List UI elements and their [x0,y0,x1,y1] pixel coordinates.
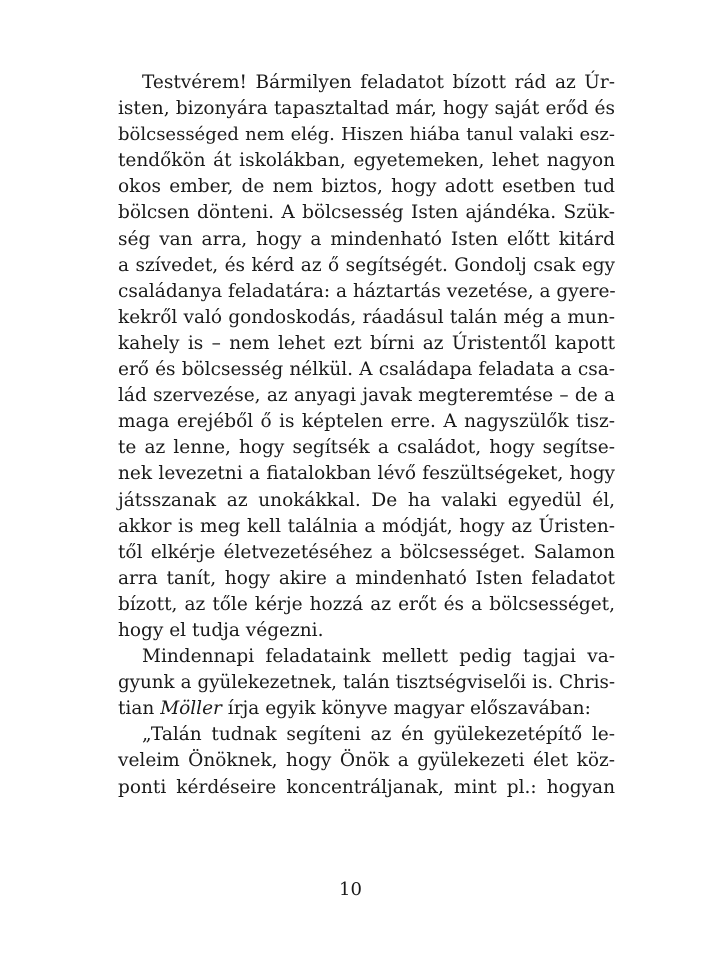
text-line: maga erejéből ő is képtelen erre. A nagyszülők tisz- [118,411,615,433]
text-line: bölcsességed nem elég. Hiszen hiába tanul valaki esz- [118,124,615,146]
text-line: családanya feladatára: a háztartás vezetése, a gyere- [118,280,616,302]
text-segment: tian [118,698,161,720]
text-line: bízott, az tőle kérje hozzá az erőt és a bölcsességet, [118,593,615,615]
text-line: lád szervezése, az anyagi javak megteremtése – de a [118,385,615,407]
text-line: okos ember, de nem biztos, hogy adott esetben tud [118,176,615,198]
text-line: Testvérem! Bármilyen feladatot bízott rád az Úr- [142,72,615,93]
text-line: ség van arra, hogy a mindenható Isten előtt kitárd [118,228,615,250]
text-line: bölcsen dönteni. A bölcsesség Isten ajándéka. Szük- [118,202,615,224]
text-line: től elkérje életvezetéséhez a bölcsességet. Salamon [118,541,615,563]
text-line: Mindennapi feladataink mellett pedig tagjai va- [142,646,615,668]
text-line: a szívedet, és kérd az ő segítségét. Gondolj csak egy [118,254,615,276]
text-line: akkor is meg kell találnia a módját, hogy az Úristen- [118,515,615,537]
body-text [118,70,615,801]
author-name: Möller [160,698,222,720]
paragraph-3 [118,722,615,800]
text-line: te az lenne, hogy segítsék a családot, hogy segítse- [118,437,615,459]
text-line: erő és bölcsesség nélkül. A családapa feladata a csa- [118,359,615,381]
text-line: hogy el tudja végezni. [118,619,324,641]
text-line: tendőkön át iskolákban, egyetemeken, lehet nagyon [118,150,615,172]
text-line: játsszanak az unokákkal. De ha valaki egyedül él, [118,489,615,511]
text-segment: írja egyik könyve magyar előszavában: [221,698,591,720]
text-line: kahely is – nem lehet ezt bírni az Úristentől kapott [118,332,615,354]
text-line: isten, bizonyára tapasztaltad már, hogy saját erőd és [118,98,615,120]
text-line: nek levezetni a fiatalokban lévő feszültségeket, hogy [118,463,615,485]
text-line: kekről való gondoskodás, ráadásul talán még a mun- [118,306,615,328]
paragraph-1 [118,70,615,644]
text-line: ponti kérdéseire koncentráljanak, mint pl.: hogyan [118,776,615,798]
text-line: gyunk a gyülekezetnek, talán tisztségviselői is. Chris- [118,672,615,694]
text-line: veleim Önöknek, hogy Önök a gyülekezeti élet köz- [118,750,615,772]
paragraph-2 [118,644,615,722]
text-line: arra tanít, hogy akire a mindenható Isten feladatot [118,567,615,589]
page-number: 10 [339,879,362,900]
text-line [118,696,615,722]
text-line: „Talán tudnak segíteni az én gyülekezetépítő le- [142,724,615,746]
